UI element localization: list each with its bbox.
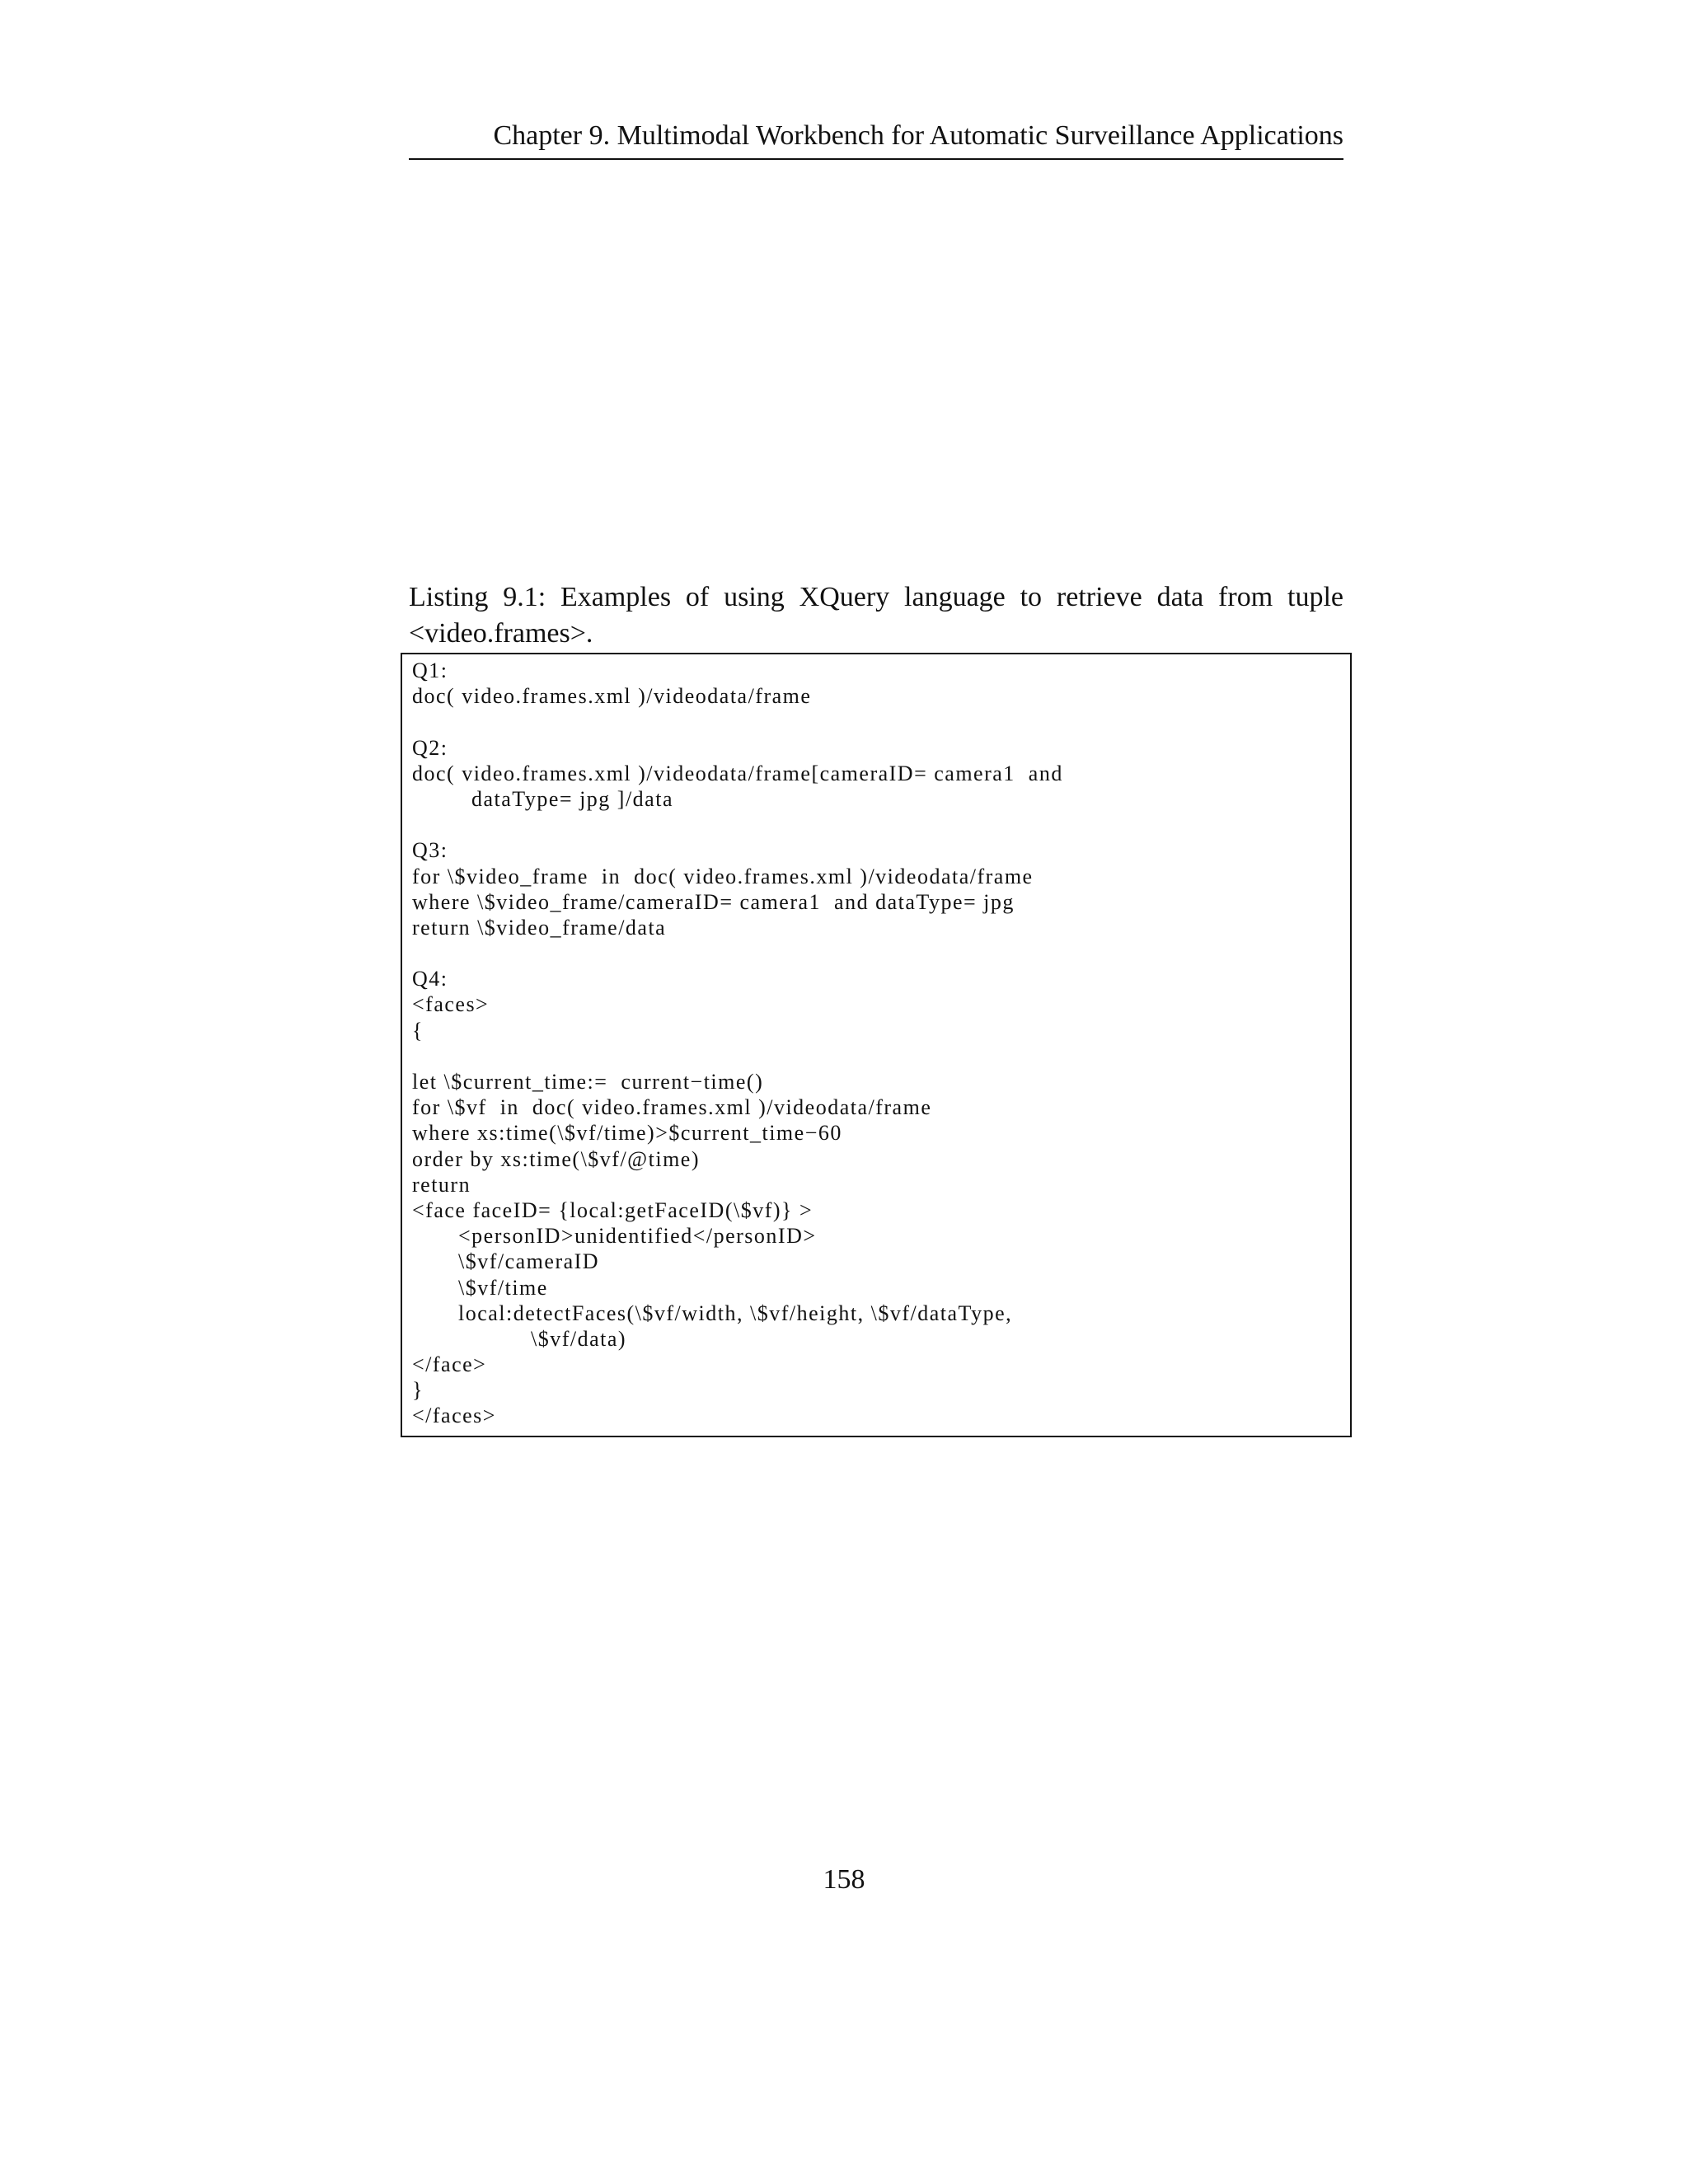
- code-line: [412, 940, 1063, 966]
- listing-caption: Listing 9.1: Examples of using XQuery language to retrieve data from tuple <video.frames>.: [409, 582, 1343, 649]
- code-line: doc( video.frames.xml )/videodata/frame[cameraID= camera1 and: [412, 761, 1063, 785]
- code-line: dataType= jpg ]/data: [412, 786, 673, 811]
- code-line: <personID>unidentified</personID>: [412, 1224, 817, 1249]
- code-line: Q1:: [412, 658, 448, 682]
- code-line: <faces>: [412, 992, 490, 1017]
- code-line: \$vf/time: [412, 1275, 548, 1300]
- page-number: 158: [823, 1864, 865, 1895]
- code-line: doc( video.frames.xml )/videodata/frame: [412, 684, 812, 709]
- code-line: [412, 812, 1063, 837]
- code-line: }: [412, 1378, 424, 1403]
- code-line: </faces>: [412, 1404, 496, 1428]
- code-line: \$vf/cameraID: [412, 1249, 600, 1274]
- code-line: </face>: [412, 1352, 487, 1377]
- code-listing-box: [401, 653, 1352, 1437]
- code-line: order by xs:time(\$vf/@time): [412, 1146, 700, 1171]
- code-line: for \$vf in doc( video.frames.xml )/videodata/frame: [412, 1095, 932, 1120]
- code-line: local:detectFaces(\$vf/width, \$vf/height, \$vf/dataType,: [412, 1301, 1013, 1325]
- code-line: Q2:: [412, 735, 448, 760]
- code-line: {: [412, 1018, 424, 1043]
- code-line: Q4:: [412, 967, 448, 991]
- code-line: return \$video_frame/data: [412, 915, 667, 940]
- code-line: where \$video_frame/cameraID= camera1 and dataType= jpg: [412, 889, 1015, 914]
- code-line: [412, 1043, 1063, 1069]
- running-header: [409, 117, 1343, 160]
- code-line: for \$video_frame in doc( video.frames.xml )/videodata/frame: [412, 864, 1034, 888]
- code-line: return: [412, 1172, 471, 1197]
- code-line: [412, 709, 1063, 734]
- code-line: Q3:: [412, 838, 448, 863]
- running-header-title: Chapter 9. Multimodal Workbench for Automatic Surveillance Applications: [493, 120, 1343, 151]
- code-line: <face faceID= {local:getFaceID(\$vf)} >: [412, 1197, 814, 1222]
- code-line: \$vf/data): [412, 1326, 627, 1351]
- code-line: where xs:time(\$vf/time)>$current_time−60: [412, 1121, 842, 1146]
- code-listing: [412, 658, 1063, 1429]
- code-line: let \$current_time:= current−time(): [412, 1070, 764, 1094]
